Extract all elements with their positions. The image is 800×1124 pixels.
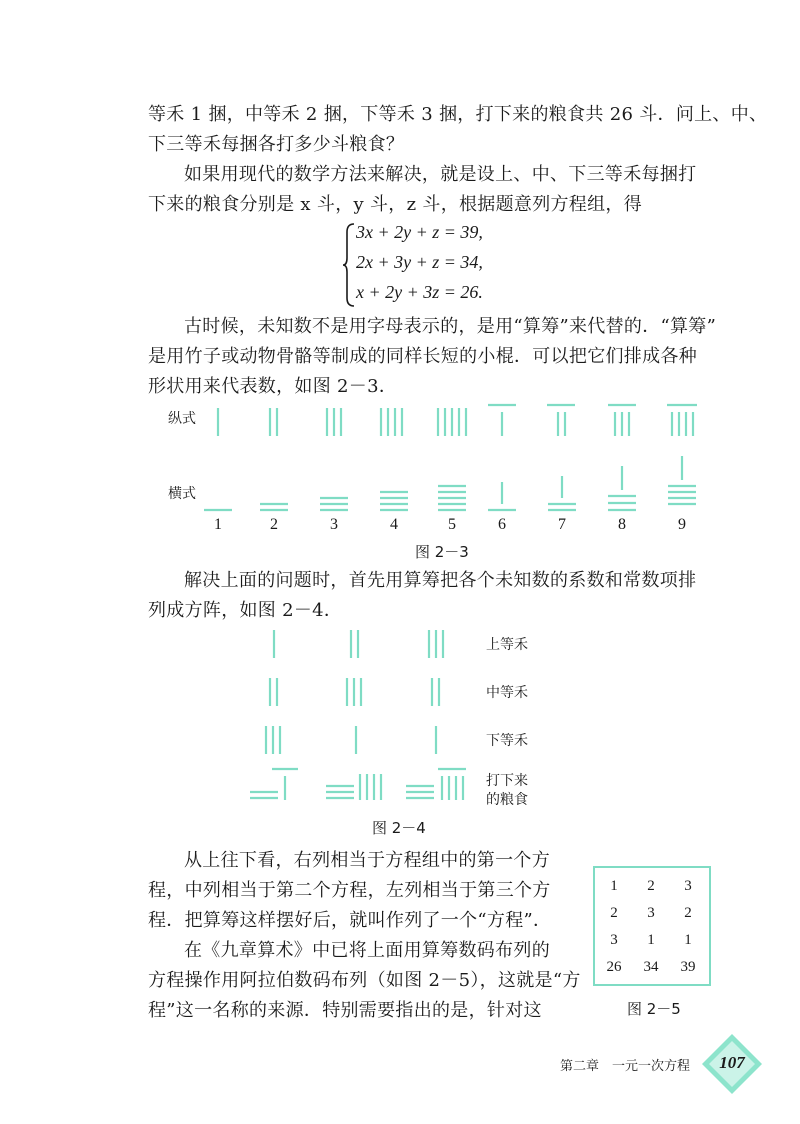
table-cell: 3 xyxy=(610,932,618,948)
digit-label: 8 xyxy=(618,516,626,533)
paragraph-5 xyxy=(148,846,578,936)
text-line: 列成方阵，如图 2－4． xyxy=(148,600,343,621)
chapter-title: 第二章 一元一次方程 xyxy=(560,1059,691,1074)
row-label-harvest-2: 的粮食 xyxy=(486,792,528,808)
text-line: 解决上面的问题时，首先用算筹把各个未知数的系数和常数项排 xyxy=(184,570,697,591)
text-line: 如果用现代的数学方法来解决，就是设上、中、下三等禾每捆打 xyxy=(184,164,697,185)
table-cell: 3 xyxy=(647,905,655,921)
text-line: 程”这一名称的来源．特别需要指出的是，针对这 xyxy=(148,1000,542,1021)
table-cell: 26 xyxy=(606,959,622,975)
paragraph-6 xyxy=(148,936,581,1026)
table-cell: 39 xyxy=(680,959,696,975)
text-line: 下来的粮食分别是 x 斗，y 斗，z 斗，根据题意列方程组，得 xyxy=(148,194,642,215)
row-label-middle-grade: 中等禾 xyxy=(486,685,528,701)
digit-label: 7 xyxy=(558,516,566,533)
figure-caption: 图 2－3 xyxy=(415,543,469,561)
text-line: 是用竹子或动物骨骼等制成的同样长短的小棍．可以把它们排成各种 xyxy=(148,346,697,367)
figure-2-5-table xyxy=(593,866,711,986)
figure-caption: 图 2－4 xyxy=(372,819,426,837)
row-label-harvest-1: 打下来 xyxy=(486,773,528,789)
horizontal-form-label: 横式 xyxy=(168,486,196,502)
text-line: 等禾 1 捆，中等禾 2 捆，下等禾 3 捆，打下来的粮食共 26 斗．问上、中、 xyxy=(148,104,768,125)
table-cell: 2 xyxy=(647,878,655,894)
digit-label: 6 xyxy=(498,516,506,533)
digit-label: 9 xyxy=(678,516,686,533)
row-label-top-grade: 上等禾 xyxy=(486,637,528,653)
equation-1: 3x + 2y + z = 39, xyxy=(356,222,483,242)
digit-label: 4 xyxy=(390,516,398,533)
digit-label: 5 xyxy=(448,516,456,533)
text-line: 下三等禾每捆各打多少斗粮食？ xyxy=(148,134,405,155)
text-line: 古时候，未知数不是用字母表示的，是用“算筹”来代替的．“算筹” xyxy=(184,316,717,337)
table-cell: 1 xyxy=(610,878,618,894)
text-line: 方程操作用阿拉伯数码布列（如图 2－5），这就是“方 xyxy=(148,970,581,991)
equation-3: x + 2y + 3z = 26. xyxy=(356,282,483,302)
table-cell: 3 xyxy=(684,878,692,894)
text-line: 程，中列相当于第二个方程，左列相当于第三个方 xyxy=(148,880,551,901)
text-line: 在《九章算术》中已将上面用算筹数码布列的 xyxy=(184,940,550,961)
page-number: 107 xyxy=(719,1053,745,1072)
digit-label: 3 xyxy=(330,516,338,533)
table-cell: 34 xyxy=(643,959,659,975)
text-line: 程．把算筹这样摆好后，就叫作列了一个“方程”． xyxy=(148,910,552,931)
row-label-low-grade: 下等禾 xyxy=(486,733,528,749)
text-line: 从上往下看，右列相当于方程组中的第一个方 xyxy=(184,850,550,871)
digit-label: 2 xyxy=(270,516,278,533)
vertical-form-label: 纵式 xyxy=(168,411,196,427)
figure-caption: 图 2－5 xyxy=(627,1000,681,1018)
digit-label: 1 xyxy=(214,516,222,533)
text-line: 形状用来代表数，如图 2－3． xyxy=(148,376,398,397)
table-cell: 1 xyxy=(684,932,692,948)
table-cell: 1 xyxy=(647,932,655,948)
table-cell: 2 xyxy=(610,905,618,921)
equation-2: 2x + 3y + z = 34, xyxy=(356,252,483,272)
table-cell: 2 xyxy=(684,905,692,921)
